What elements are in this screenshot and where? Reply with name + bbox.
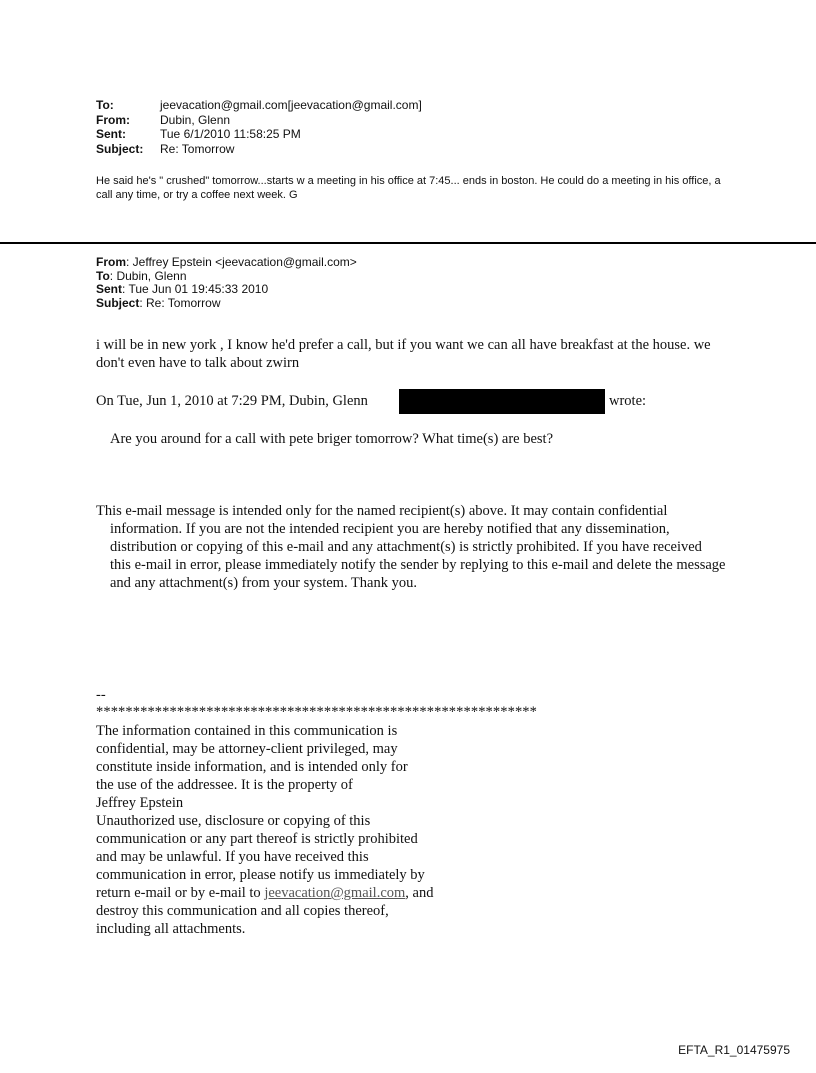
- from-value: Dubin, Glenn: [160, 112, 231, 127]
- notice-line: The information contained in this communication is: [96, 723, 398, 739]
- sent-value: Tue 6/1/2010 11:58:25 PM: [160, 127, 301, 141]
- sent-label: Sent: [96, 282, 123, 296]
- email2-from-row: [96, 256, 357, 270]
- subject-label: Subject: [96, 295, 140, 310]
- subject-value: : Re: Tomorrow: [139, 295, 221, 310]
- redaction-box: [399, 389, 605, 414]
- return-suffix: , and: [405, 885, 434, 901]
- email-link[interactable]: jeevacation@gmail.com: [264, 885, 406, 901]
- recipient-disclaimer: This e-mail message is intended only for the named recipient(s) above. It may contain confidential information. If you are not the intended recipient you are hereby notified that any dissemination, distribution or copying of this e-mail and any attachment(s) is strictly prohibited. If you have received this e-mail in error, please immediately notify the sender by replying to this e-mail and delete the message and any attachment(s) from your system. Thank you.: [96, 503, 726, 591]
- notice-line: constitute inside information, and is intended only for: [96, 759, 408, 775]
- from-value: : Jeffrey Epstein <jeevacation@gmail.com>: [126, 255, 357, 269]
- notice-line: Unauthorized use, disclosure or copying of this: [96, 813, 371, 829]
- to-value: jeevacation@gmail.com[jeevacation@gmail.com]: [160, 98, 422, 112]
- to-value: : Dubin, Glenn: [109, 268, 187, 283]
- notice-line: confidential, may be attorney-client privileged, may: [96, 741, 398, 757]
- email2-sent-row: [96, 283, 357, 297]
- email2-to-row: [96, 270, 357, 284]
- email1-body: He said he's " crushed" tomorrow...starts w a meeting in his office at 7:45... ends in boston. He could do a meeting in his office, a call any time, or try a coffee next week. G: [96, 175, 721, 201]
- email1-to-row: [96, 98, 422, 113]
- notice-line: communication or any part thereof is strictly prohibited: [96, 831, 418, 847]
- notice-line: destroy this communication and all copies thereof,: [96, 903, 389, 919]
- email1-from-row: [96, 113, 422, 128]
- quote-attribution: On Tue, Jun 1, 2010 at 7:29 PM, Dubin, Glenn: [96, 393, 368, 409]
- document-id: EFTA_R1_01475975: [678, 1043, 790, 1057]
- sent-value: : Tue Jun 01 19:45:33 2010: [122, 282, 269, 296]
- divider-rule: [0, 242, 816, 244]
- notice-line: Jeffrey Epstein: [96, 795, 184, 811]
- notice-line: communication in error, please notify us immediately by: [96, 867, 425, 883]
- from-label: From:: [96, 112, 130, 127]
- email2-body: i will be in new york , I know he'd prefer a call, but if you want we can all have breakfast at the house. we don't even have to talk about zwirn: [96, 337, 711, 371]
- email2-header: [96, 256, 357, 310]
- signature-dash: --: [96, 687, 106, 703]
- email1-sent-row: [96, 127, 422, 142]
- email2-subject-row: [96, 297, 357, 311]
- notice-line: including all attachments.: [96, 921, 246, 937]
- wrote-label: wrote:: [609, 393, 647, 409]
- notice-line-return: [96, 884, 433, 902]
- subject-value: Re: Tomorrow: [160, 141, 235, 156]
- from-label: From: [96, 255, 126, 269]
- return-prefix: return e-mail or by e-mail to: [96, 885, 265, 901]
- to-label: To:: [96, 98, 114, 112]
- signature-stars: ************************************************************: [96, 704, 537, 720]
- subject-label: Subject:: [96, 141, 144, 156]
- sent-label: Sent:: [96, 127, 126, 141]
- email1-header: [96, 98, 422, 156]
- notice-line: the use of the addressee. It is the property of: [96, 777, 353, 793]
- notice-line: and may be unlawful. If you have received this: [96, 849, 369, 865]
- email1-subject-row: [96, 142, 422, 157]
- quoted-message: Are you around for a call with pete briger tomorrow? What time(s) are best?: [110, 431, 554, 447]
- to-label: To: [96, 268, 110, 283]
- confidentiality-notice: [96, 722, 433, 938]
